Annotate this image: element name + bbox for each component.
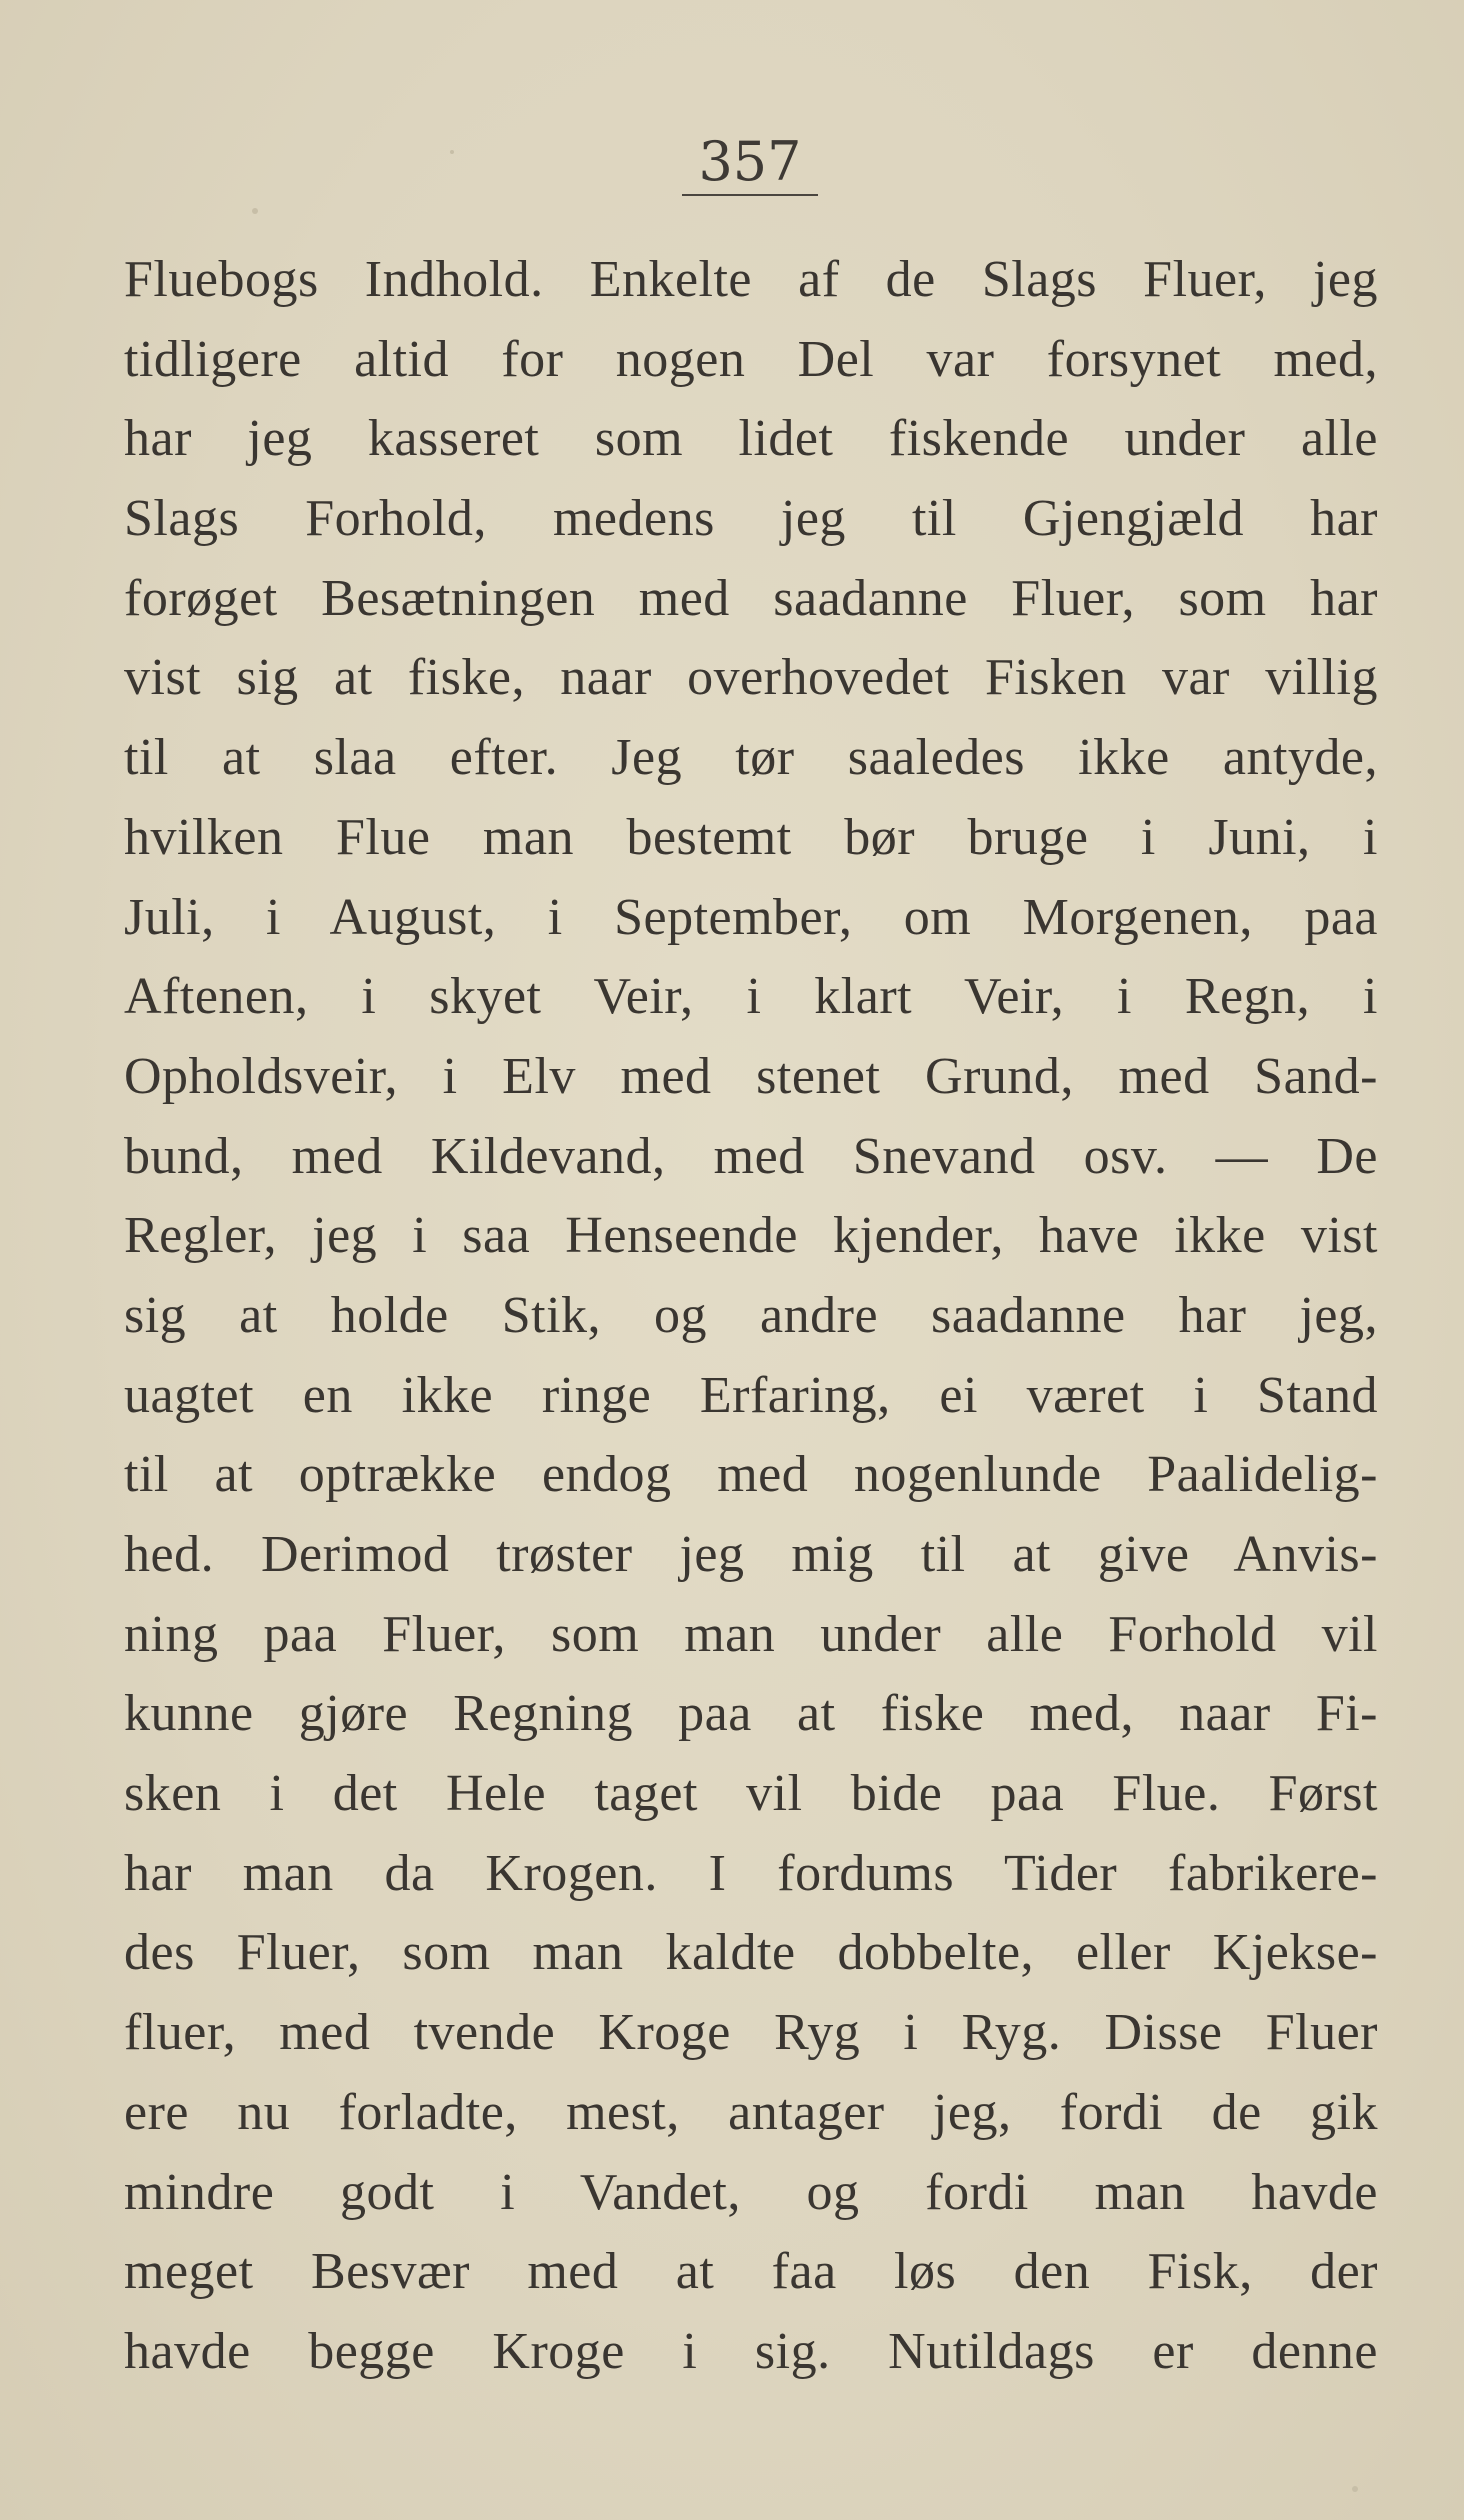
text-line: kunne gjøre Regning paa at fiske med, naar Fi- bbox=[124, 1685, 1378, 1743]
text-line: Fluebogs Indhold. Enkelte af de Slags Fluer, jeg bbox=[124, 251, 1378, 308]
text-line: hed. Derimod trøster jeg mig til at give Anvis- bbox=[124, 1526, 1378, 1583]
text-line: Juli, i August, i September, om Morgenen, paa bbox=[124, 888, 1378, 946]
text-line: Aftenen, i skyet Veir, i klart Veir, i Regn, i bbox=[124, 968, 1378, 1026]
text-line: har man da Krogen. I fordums Tider fabrikere- bbox=[124, 1844, 1378, 1902]
page-number: 357 bbox=[698, 130, 802, 193]
text-line: Slags Forhold, medens jeg til Gjengjæld har bbox=[124, 490, 1378, 548]
text-line: bund, med Kildevand, med Snevand osv. — De bbox=[124, 1127, 1378, 1185]
text-line: har jeg kasseret som lidet fiskende under alle bbox=[124, 410, 1378, 468]
text-line: ning paa Fluer, som man under alle Forhold vil bbox=[124, 1605, 1378, 1663]
text-line: vist sig at fiske, naar overhovedet Fisken var villig bbox=[124, 649, 1378, 707]
text-line: til at slaa efter. Jeg tør saaledes ikke antyde, bbox=[124, 729, 1378, 787]
text-line: forøget Besætningen med saadanne Fluer, som har bbox=[124, 569, 1378, 627]
body-text bbox=[124, 240, 1378, 2392]
text-line: havde begge Kroge i sig. Nutildags er denne bbox=[124, 2322, 1378, 2380]
text-line: Regler, jeg i saa Henseende kjender, have ikke vist bbox=[124, 1207, 1378, 1265]
text-line: mindre godt i Vandet, og fordi man havde bbox=[124, 2163, 1378, 2221]
text-line: hvilken Flue man bestemt bør bruge i Juni, i bbox=[124, 808, 1378, 866]
text-line: til at optrække endog med nogenlunde Paalidelig- bbox=[124, 1446, 1378, 1504]
text-line: des Fluer, som man kaldte dobbelte, eller Kjekse- bbox=[124, 1924, 1378, 1982]
text-line: sig at holde Stik, og andre saadanne har jeg, bbox=[124, 1286, 1378, 1344]
text-line: fluer, med tvende Kroge Ryg i Ryg. Disse Fluer bbox=[124, 2004, 1378, 2062]
text-line: meget Besvær med at faa løs den Fisk, der bbox=[124, 2243, 1378, 2301]
page-number-underline bbox=[682, 194, 818, 196]
paper-speck bbox=[252, 208, 258, 214]
paper-speck bbox=[1352, 2486, 1358, 2492]
text-line: Opholdsveir, i Elv med stenet Grund, med Sand- bbox=[124, 1047, 1378, 1105]
text-line: uagtet en ikke ringe Erfaring, ei været i Stand bbox=[124, 1366, 1378, 1424]
text-line: tidligere altid for nogen Del var forsynet med, bbox=[124, 330, 1378, 388]
paper-speck bbox=[450, 150, 454, 154]
text-line: sken i det Hele taget vil bide paa Flue. Først bbox=[124, 1765, 1378, 1823]
text-line: ere nu forladte, mest, antager jeg, fordi de gik bbox=[124, 2083, 1378, 2141]
